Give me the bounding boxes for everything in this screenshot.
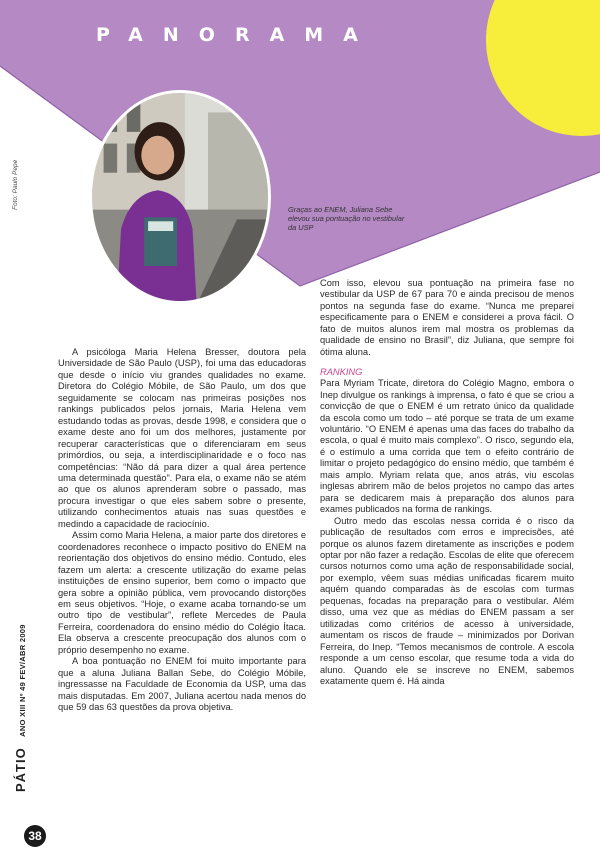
section-subhead: RANKING bbox=[320, 367, 363, 378]
left-column bbox=[58, 347, 306, 714]
magazine-footer bbox=[12, 624, 30, 792]
body-paragraph: Para Myriam Tricate, diretora do Colégio Magno, embora o Inep divulgue os rankings à imprensa, o fato é que se criou a convicção de que o ENEM é um retrato único da qualidade da escola como um todo – até porque se trata de um exame voluntário. “O ENEM é apenas uma das faces do trabalho da escola, o qual é muito mais complexo”. O risco, segundo ela, é o estímulo a uma corrida que tem o efeito contrário de limitar o projeto pedagógico do ensino médio, que também é mais amplo. Myriam relata que, anos atrás, viu escolas inglesas abrirem mão de belos projetos no campo das artes para se dedicarem mais à preparação dos alunos para exames publicados na forma de rankings. bbox=[320, 378, 574, 515]
magazine-brand: PÁTIO bbox=[13, 747, 28, 792]
photo-credit: Foto: Paulo Pepe bbox=[12, 159, 19, 210]
right-column bbox=[320, 278, 574, 687]
section-title: PANORAMA bbox=[96, 24, 378, 46]
issue-info: ANO XIII Nº 49 FEV/ABR 2009 bbox=[18, 624, 27, 737]
body-paragraph: A boa pontuação no ENEM foi muito importante para que a aluna Juliana Ballan Sebe, do Colégio Móbile, ingressasse na Faculdade de Economia da USP, uma das mais disputadas. Em 2007, Juliana acertou nada menos do que 59 das 63 questões da prova objetiva. bbox=[58, 656, 306, 713]
body-paragraph: Outro medo das escolas nessa corrida é o risco da publicação de resultados com erros e imprecisões, até porque os alunos fazem diretamente as inscrições e podem optar por não fazer a redação. Escolas de elite que oferecem cursos noturnos como uma ação de responsabilidade social, por exemplo, vêem suas médias unificadas ficarem muito aquém quando comparadas às de escolas com turmas pequenas, focadas na preparação para o vestibular. Além disso, uma vez que as médias do ENEM passam a ser utilizadas como critérios de acesso à universidade, aumentam os riscos de fraude – minimizados por Dorivan Ferreira, do Inep. “Temos mecanismos de controle. A escola responde a um censo escolar, que resume toda a vida do aluno. Quando ele se inscreve no ENEM, sabemos exatamente quem é. Há ainda bbox=[320, 515, 574, 686]
body-paragraph: A psicóloga Maria Helena Bresser, doutora pela Universidade de São Paulo (USP), foi uma das educadoras que desde o início viu grandes qualidades no exame. Diretora do Colégio Móbile, de São Paulo, um dos que seguidamente se colocam nas primeiras posições nos rankings publicados pelos jornais, Maria Helena vem estudando todas as provas, desde 1998, e considera que o exame deste ano foi um dos melhores, justamente por recuperar características que o diferenciaram em seus primórdios, ou seja, a interdisciplinaridade e o foco nas competências: “Não dá para dizer a qual área pertence uma determinada questão”. Para ela, o exame não se atém ao que os alunos aprenderam sobre o passado, mas procura investigar o que eles sabem sobre o presente, utilizando conhecimentos atuais nas suas questões e medindo a capacidade de raciocínio. bbox=[58, 347, 306, 529]
body-paragraph: Com isso, elevou sua pontuação na primeira fase no vestibular da USP de 67 para 70 e ainda precisou de menos pontos na segunda fase do exame. “Nunca me preparei especificamente para o ENEM e considerei a prova fácil. O fato de muitos alunos irem mal mostra os problemas da qualidade de ensino no Brasil”, diz Juliana, que sempre foi ótima aluna. bbox=[320, 278, 574, 357]
body-paragraph: Assim como Maria Helena, a maior parte dos diretores e coordenadores reconhece o impacto positivo do ENEM na reorientação dos objetivos do ensino médio. Contudo, eles fazem um alerta: a crescente utilização do exame pelas instituições de ensino superior, bem como o impacto que gera sobre a opinião pública, vem provocando distorções em seus objetivos. “Hoje, o exame acaba tornando-se um outro tipo de vestibular”, reflete Mercedes de Paula Ferreira, coordenadora do ensino médio do Colégio Ítaca. Ela observa a crescente preocupação dos alunos com o próprio desempenho no exame. bbox=[58, 530, 306, 655]
article-photo bbox=[89, 90, 271, 304]
photo-caption: Graças ao ENEM, Juliana Sebe elevou sua pontuação no vestibular da USP bbox=[288, 205, 405, 233]
page-number: 38 bbox=[24, 825, 46, 847]
